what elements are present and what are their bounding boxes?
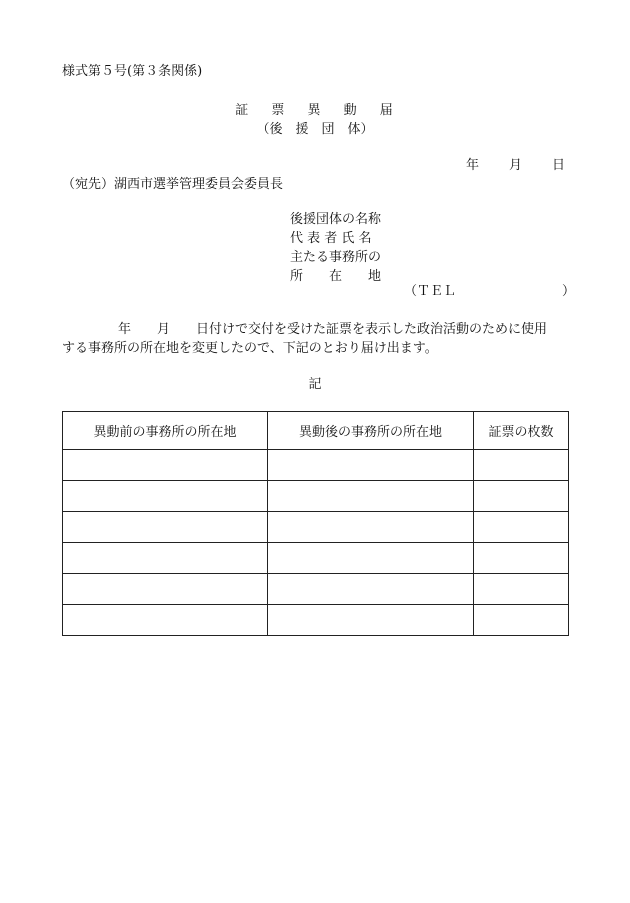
field-org-name-label: 後援団体の名称 [290, 212, 382, 227]
table-cell[interactable] [63, 512, 268, 543]
field-main-office-label: 主たる事務所の [290, 250, 382, 265]
table-cell[interactable] [63, 450, 268, 481]
table-row [63, 574, 569, 605]
table-cell[interactable] [63, 605, 268, 636]
table-cell[interactable] [268, 574, 474, 605]
date-year-label: 年 [466, 158, 480, 173]
table-row [63, 512, 569, 543]
body-text-line-2: する事務所の所在地を変更したので、下記のとおり届け出ます。 [62, 341, 438, 356]
table-cell[interactable] [268, 450, 474, 481]
table-header-row [63, 412, 569, 450]
table-cell[interactable] [268, 543, 474, 574]
table-row [63, 543, 569, 574]
table-cell[interactable] [474, 481, 569, 512]
table-cell[interactable] [474, 512, 569, 543]
table-cell[interactable] [268, 512, 474, 543]
header-certificate-count: 証票の枚数 [474, 412, 569, 450]
tel-label: （ＴＥＬ [404, 284, 457, 299]
table-cell[interactable] [474, 543, 569, 574]
date-month-label: 月 [509, 158, 523, 173]
field-representative-label: 代 表 者 氏 名 [290, 231, 372, 246]
field-location-label: 所 在 地 [290, 269, 382, 284]
tel-close-paren: ） [562, 284, 576, 299]
addressee: （宛先）湖西市選挙管理委員会委員長 [62, 177, 284, 192]
table-cell[interactable] [474, 574, 569, 605]
table-cell[interactable] [268, 481, 474, 512]
table-cell[interactable] [63, 574, 268, 605]
document-subtitle: （後 援 団 体） [256, 122, 374, 137]
header-after-location: 異動後の事務所の所在地 [268, 412, 474, 450]
date-line [466, 158, 565, 174]
table-row [63, 605, 569, 636]
table-cell[interactable] [63, 481, 268, 512]
table-cell[interactable] [63, 543, 268, 574]
ki-heading: 記 [308, 377, 322, 392]
body-text-line-1: 年 月 日付けで交付を受けた証票を表示した政治活動のために使用 [118, 322, 548, 337]
document-title: 証 票 異 動 届 [235, 103, 395, 118]
records-table [62, 411, 569, 636]
date-day-label: 日 [552, 158, 566, 173]
table-cell[interactable] [268, 605, 474, 636]
form-number: 様式第５号(第３条関係) [62, 64, 203, 79]
table-cell[interactable] [474, 605, 569, 636]
header-before-location: 異動前の事務所の所在地 [63, 412, 268, 450]
table-row [63, 481, 569, 512]
table-cell[interactable] [474, 450, 569, 481]
table-row [63, 450, 569, 481]
